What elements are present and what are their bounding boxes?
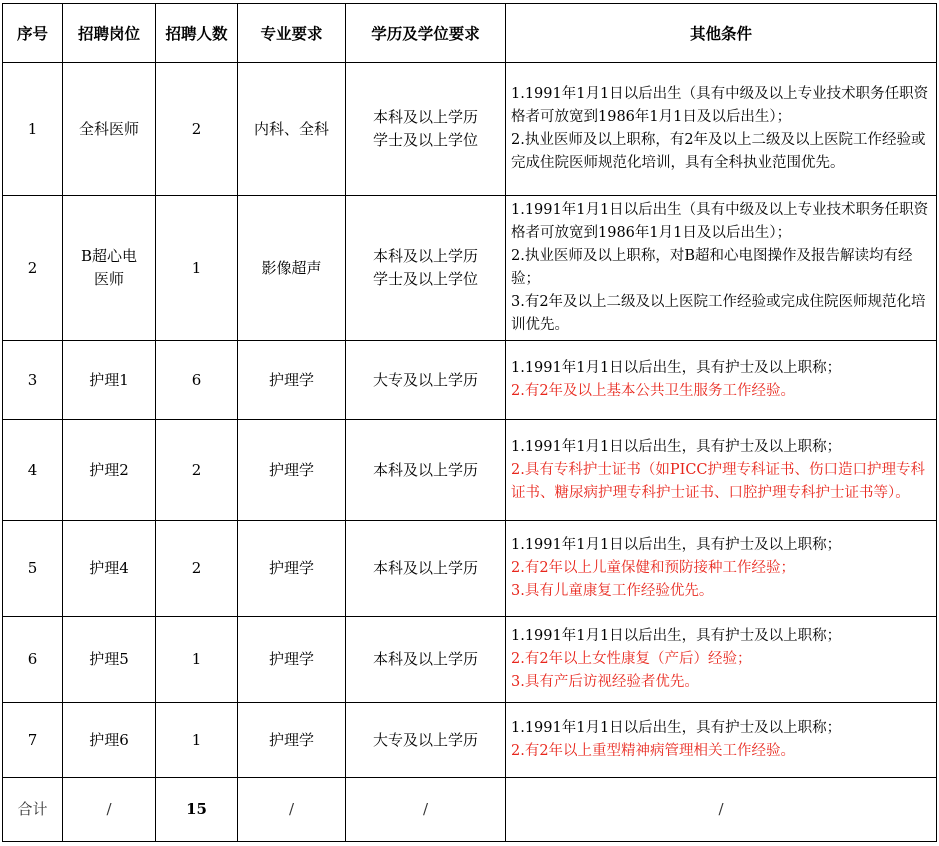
- row-count: 1: [156, 617, 238, 703]
- row-major: 影像超声: [238, 196, 346, 341]
- row-count: 1: [156, 703, 238, 778]
- table-body: [3, 63, 937, 842]
- row-education: 本科及以上学历: [346, 617, 506, 703]
- total-label: 合计: [3, 778, 63, 842]
- row-no: 6: [3, 617, 63, 703]
- row-count: 1: [156, 196, 238, 341]
- condition-item: 1.1991年1月1日以后出生，具有护士及以上职称；: [511, 360, 842, 376]
- total-education: /: [346, 778, 506, 842]
- row-position: 护理6: [63, 703, 156, 778]
- condition-item: 2.有2年及以上基本公共卫生服务工作经验。: [511, 383, 796, 399]
- row-conditions: [506, 196, 937, 341]
- row-major: 护理学: [238, 617, 346, 703]
- education-line: 学士及以上学位: [372, 131, 478, 149]
- row-no: 3: [3, 341, 63, 420]
- row-count: 6: [156, 341, 238, 420]
- row-position: 全科医师: [63, 63, 156, 196]
- condition-item: 3.具有儿童康复工作经验优先。: [511, 583, 714, 599]
- header-count: 招聘人数: [156, 4, 238, 63]
- table-row: [3, 521, 937, 617]
- condition-item: 3.具有产后访视经验者优先。: [511, 674, 699, 690]
- row-major: 护理学: [238, 420, 346, 521]
- row-no: 2: [3, 196, 63, 341]
- table-row: [3, 63, 937, 196]
- table-row: [3, 617, 937, 703]
- condition-item: 1.1991年1月1日以后出生，具有护士及以上职称；: [511, 438, 842, 455]
- header-position: 招聘岗位: [63, 4, 156, 63]
- table-row: [3, 341, 937, 420]
- row-conditions: [506, 617, 937, 703]
- education-line: 学士及以上学位: [372, 270, 478, 288]
- position-line: 医师: [93, 270, 124, 288]
- row-major: 护理学: [238, 703, 346, 778]
- table-row: [3, 703, 937, 778]
- condition-item: 1.1991年1月1日以后出生，具有护士及以上职称；: [511, 720, 842, 736]
- header-other: 其他条件: [506, 4, 937, 63]
- row-position: 护理2: [63, 420, 156, 521]
- row-count: 2: [156, 63, 238, 196]
- row-conditions: [506, 420, 937, 521]
- row-education: 大专及以上学历: [346, 341, 506, 420]
- condition-item: 1.1991年1月1日以后出生（具有中级及以上专业技术职务任职资格者可放宽到1986年1月1日及以后出生）；: [511, 86, 929, 125]
- education-line: 本科及以上学历: [372, 108, 478, 126]
- row-count: 2: [156, 521, 238, 617]
- condition-item: 3.有2年及以上二级及以上医院工作经验或完成住院医师规范化培训优先。: [511, 294, 926, 333]
- total-major: /: [238, 778, 346, 842]
- row-major: 内科、全科: [238, 63, 346, 196]
- condition-item: 2.有2年以上儿童保健和预防接种工作经验；: [511, 560, 796, 576]
- row-education: 大专及以上学历: [346, 703, 506, 778]
- header-major: 专业要求: [238, 4, 346, 63]
- row-conditions: [506, 341, 937, 420]
- condition-item: 2.执业医师及以上职称，有2年及以上二级及以上医院工作经验或完成住院医师规范化培训，具有全科执业范围优先。: [511, 132, 926, 171]
- condition-item: 2.有2年以上女性康复（产后）经验；: [511, 651, 752, 667]
- row-count: 2: [156, 420, 238, 521]
- row-major: 护理学: [238, 521, 346, 617]
- condition-item: 2.有2年以上重型精神病管理相关工作经验。: [511, 743, 796, 759]
- total-count: 15: [156, 778, 238, 842]
- row-position: [63, 196, 156, 341]
- row-position: 护理5: [63, 617, 156, 703]
- row-education: [346, 63, 506, 196]
- education-line: 本科及以上学历: [372, 247, 478, 265]
- row-education: 本科及以上学历: [346, 420, 506, 521]
- row-position: 护理4: [63, 521, 156, 617]
- recruitment-table: [2, 3, 937, 842]
- row-no: 1: [3, 63, 63, 196]
- condition-item: 2.具有专科护士证书（如PICC护理专科证书、伤口造口护理专科证书、糖尿病护理专科护士证书、口腔护理专科护士证书等）。: [511, 461, 926, 501]
- row-conditions: [506, 703, 937, 778]
- condition-item: 1.1991年1月1日以后出生，具有护士及以上职称；: [511, 537, 842, 553]
- header-row: [3, 4, 937, 63]
- row-education: 本科及以上学历: [346, 521, 506, 617]
- table-row: [3, 196, 937, 341]
- row-no: 5: [3, 521, 63, 617]
- position-line: B超心电: [80, 247, 138, 265]
- header-education: 学历及学位要求: [346, 4, 506, 63]
- row-no: 7: [3, 703, 63, 778]
- row-no: 4: [3, 420, 63, 521]
- row-education: [346, 196, 506, 341]
- table-row: [3, 420, 937, 521]
- header-no: 序号: [3, 4, 63, 63]
- condition-item: 1.1991年1月1日以后出生（具有中级及以上专业技术职务任职资格者可放宽到1986年1月1日及以后出生）；: [511, 202, 929, 241]
- condition-item: 1.1991年1月1日以后出生，具有护士及以上职称；: [511, 628, 842, 644]
- total-row: [3, 778, 937, 842]
- row-position: 护理1: [63, 341, 156, 420]
- total-position: /: [63, 778, 156, 842]
- row-conditions: [506, 521, 937, 617]
- total-other: /: [506, 778, 937, 842]
- row-conditions: [506, 63, 937, 196]
- condition-item: 2.执业医师及以上职称，对B超和心电图操作及报告解读均有经验；: [511, 248, 913, 287]
- row-major: 护理学: [238, 341, 346, 420]
